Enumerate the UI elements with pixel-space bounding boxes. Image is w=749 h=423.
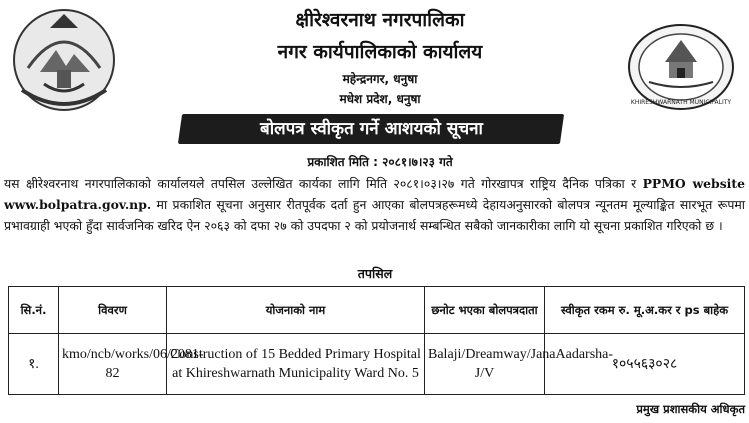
- office-name: क्षीरेश्वरनाथ नगरपालिका: [295, 9, 465, 31]
- office-subtitle: नगर कार्यपालिकाको कार्यालय: [277, 41, 483, 63]
- nepal-emblem-icon: [10, 6, 118, 114]
- table-row: [9, 334, 745, 395]
- cell-bidder: Balaji/Dreamway/JanaAadarsha-J/V: [425, 334, 545, 395]
- cell-project: Construction of 15 Bedded Primary Hospital at Khireshwarnath Municipality Ward No. 5: [167, 334, 425, 395]
- header-project: योजनाको नाम: [167, 287, 425, 334]
- header-bidder: छनोट भएका बोलपत्रदाता: [425, 287, 545, 334]
- header-amount: स्वीकृत रकम रु. मू.अ.कर र ps बाहेक: [545, 287, 745, 334]
- header-details: विवरण: [59, 287, 167, 334]
- office-province: मधेश प्रदेश, धनुषा: [339, 92, 421, 106]
- award-table: [8, 286, 745, 395]
- schedule-label: तपसिल: [357, 266, 393, 281]
- notice-body-part1: यस क्षीरेश्वरनाथ नगरपालिकाको कार्यालयले तपसिल उल्लेखित कार्यका लागि मिति २०८१।०३।२७ गते गोरखापत्र राष्ट्रिय दैनिक पत्रिका र: [4, 176, 643, 191]
- published-date: प्रकाशित मिति : २०८१।७।२३ गते: [307, 155, 453, 169]
- office-address: महेन्द्रनगर, धनुषा: [342, 72, 418, 86]
- cell-sn: १.: [9, 334, 59, 395]
- table-header-row: [9, 287, 745, 334]
- notice-body: [4, 173, 745, 236]
- cell-amount: १०५५६३०२८: [545, 334, 745, 395]
- notice-body-website: PPMO website www.bolpatra.gov.np.: [4, 176, 745, 212]
- municipality-logo-icon: [625, 22, 737, 112]
- signatory: प्रमुख प्रशासकीय अधिकृत: [636, 402, 745, 416]
- cell-details: kmo/ncb/works/06/2081-82: [59, 334, 167, 395]
- notice-title: बोलपत्र स्वीकृत गर्ने आशयको सूचना: [259, 119, 483, 139]
- header-sn: सि.नं.: [9, 287, 59, 334]
- logo-text: KHIRESHWARNATH MUNICIPALITY: [630, 99, 732, 106]
- notice-body-part2: मा प्रकाशित सूचना अनुसार रीतपूर्वक दर्ता हुन आएका बोलपत्रहरूमध्ये देहायअनुसारको बोलपत्र न्यूनतम मूल्याङ्कित सारभूत रूपमा प्रभावग्राही भएको हुँदा सार्वजनिक खरिद ऐन २०६३ को दफा २७ को उपदफा २ को प्रयोजनार्थ सम्बन्धित सबैको जानकारीका लागि यो सूचना प्रकाशित गरिएको छ ।: [4, 197, 745, 233]
- notice-title-banner: [178, 114, 564, 144]
